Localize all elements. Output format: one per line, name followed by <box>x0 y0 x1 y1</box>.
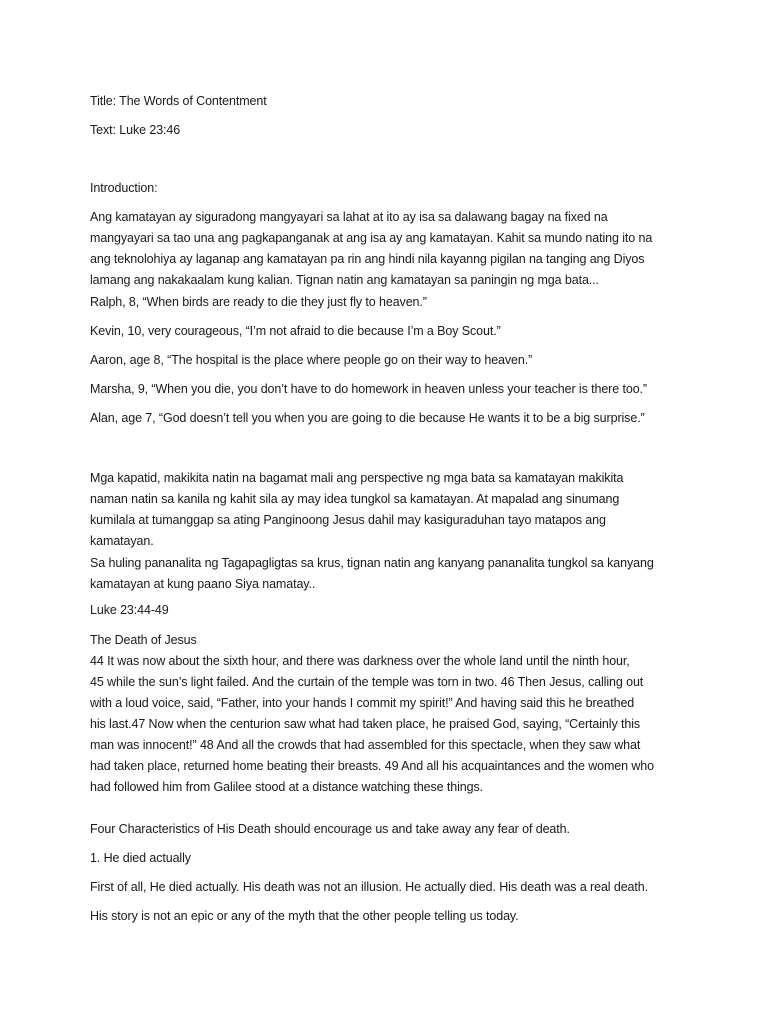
paragraph-line: 45 while the sun’s light failed. And the curtain of the temple was torn in two. 46 Then Jesus, calling out <box>90 675 644 689</box>
paragraph-line: ang teknolohiya ay laganap ang kamatayan pa rin ang hindi nila kayanng pigilan na tanging ang Diyos <box>90 252 645 266</box>
paragraph-line: with a loud voice, said, “Father, into your hands I commit my spirit!” And having said this he breathed <box>90 696 635 710</box>
paragraph-line: man was innocent!” 48 And all the crowds that had assembled for this spectacle, when they saw what <box>90 738 641 752</box>
paragraph-line: kamatayan. <box>90 534 154 548</box>
verse-text: 44 It was now about the sixth hour, and there was darkness over the whole land until the ninth hour, <box>90 654 630 668</box>
document-title: Title: The Words of Contentment <box>90 94 267 108</box>
paragraph-line: naman natin sa kanila ng kahit sila ay may idea tungkol sa kamatayan. At mapalad ang sinumang <box>90 492 620 506</box>
quote-marsha: Marsha, 9, “When you die, you don’t have to do homework in heaven unless your teacher is there too.” <box>90 382 647 396</box>
scripture-reference: Luke 23:44-49 <box>90 603 169 617</box>
paragraph-line: had taken place, returned home beating their breasts. 49 And all his acquaintances and the women who <box>90 759 654 773</box>
quote-ralph: Ralph, 8, “When birds are ready to die they just fly to heaven.” <box>90 295 427 309</box>
text-reference: Text: Luke 23:46 <box>90 123 181 137</box>
paragraph-line: Ang kamatayan ay siguradong mangyayari sa lahat at ito ay isa sa dalawang bagay na fixed na <box>90 210 608 224</box>
passage-heading: The Death of Jesus <box>90 633 197 647</box>
scripture-passage <box>90 630 680 798</box>
introduction-paragraph <box>90 207 680 291</box>
paragraph-line <box>90 651 680 672</box>
quote-kevin: Kevin, 10, very courageous, “I’m not afraid to die because I’m a Boy Scout.” <box>90 324 501 338</box>
paragraph-line: kamatayan at kung paano Siya namatay.. <box>90 577 316 591</box>
introduction-heading: Introduction: <box>90 181 158 195</box>
children-perspective-paragraph <box>90 468 680 552</box>
paragraph-line: had followed him from Galilee stood at a distance watching these things. <box>90 780 484 794</box>
four-characteristics-line: Four Characteristics of His Death should encourage us and take away any fear of death. <box>90 822 570 836</box>
point-1-heading: 1. He died actually <box>90 851 191 865</box>
paragraph-line: Sa huling pananalita ng Tagapagligtas sa krus, tignan natin ang kanyang pananalita tungkol sa kanyang <box>90 556 654 570</box>
last-words-paragraph <box>90 553 680 595</box>
paragraph-line: Mga kapatid, makikita natin na bagamat mali ang perspective ng mga bata sa kamatayan makikita <box>90 471 624 485</box>
point-1-text-continued: His story is not an epic or any of the myth that the other people telling us today. <box>90 909 519 923</box>
point-1-text: First of all, He died actually. His death was not an illusion. He actually died. His death was a real death. <box>90 880 649 894</box>
quote-alan: Alan, age 7, “God doesn’t tell you when you are going to die because He wants it to be a big surprise.” <box>90 411 645 425</box>
paragraph-line: kumilala at tumanggap sa ating Panginoong Jesus dahil may kasiguraduhan tayo matapos ang <box>90 513 606 527</box>
quote-aaron: Aaron, age 8, “The hospital is the place where people go on their way to heaven.” <box>90 353 533 367</box>
paragraph-line: his last.47 Now when the centurion saw what had taken place, he praised God, saying, “Certainly this <box>90 717 641 731</box>
paragraph-line: lamang ang nakakaalam kung kalian. Tignan natin ang kamatayan sa paningin ng mga bata... <box>90 273 599 287</box>
paragraph-line: mangyayari sa tao una ang pagkapanganak at ang isa ay ang kamatayan. Kahit sa mundo nating ito na <box>90 231 653 245</box>
